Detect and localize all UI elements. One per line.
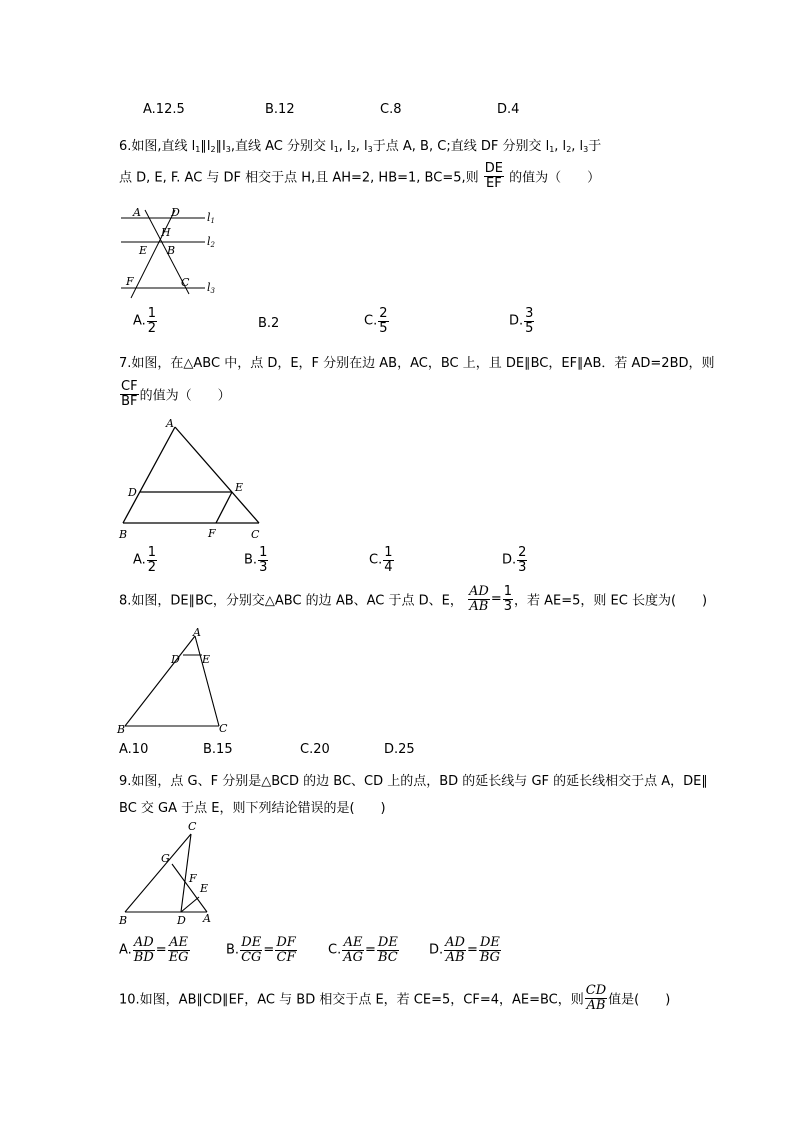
fig8-label-a: A <box>193 626 201 639</box>
q7-option-d: D. $\frac{2}{3}$ <box>502 545 527 575</box>
q9-stem-line1: 9.如图，点 G、F 分别是△BCD 的边 BC、CD 上的点，BD 的延长线与 GF 的延长线相交于点 A，DE∥ <box>119 774 708 789</box>
q8-option-d: D.25 <box>384 742 415 757</box>
fig9-label-b: B <box>119 914 128 927</box>
fig6-label-h: H <box>161 226 171 239</box>
q5-option-d: D.4 <box>497 102 520 117</box>
q7-stem-line1: 7.如图，在△ABC 中，点 D，E，F 分别在边 AB，AC，BC 上，且 DE∥BC，EF∥AB．若 AD=2BD，则 <box>119 356 715 371</box>
q6-option-d: D. $\frac{3}{5}$ <box>509 306 534 336</box>
q8-stem: 8.如图，DE∥BC，分别交△ABC 的边 AB、AC 于点 D、E， $\frac{AD}{AB}$ = $\frac{1}{3}$ ，若 AE=5，则 EC 长度为( ) <box>119 584 708 614</box>
q6-option-b: B.2 <box>258 316 280 331</box>
fig9-label-a: A <box>203 912 211 925</box>
fig7-label-b: B <box>119 528 128 541</box>
q6-option-a: A. $\frac{1}{2}$ <box>133 306 157 336</box>
q9-option-a: A. $\frac{AD}{BD}$ = $\frac{AE}{EG}$ <box>119 935 189 965</box>
fig9-label-g: G <box>161 852 170 865</box>
q5-option-b: B.12 <box>265 102 295 117</box>
q7-option-b: B. $\frac{1}{3}$ <box>244 545 268 575</box>
fig8-label-b: B <box>117 723 126 736</box>
q9-option-d: D. $\frac{AD}{AB}$ = $\frac{DE}{BG}$ <box>429 935 501 965</box>
fig7-label-c: C <box>251 528 260 541</box>
q8-option-c: C.20 <box>300 742 330 757</box>
fig7-label-f: F <box>208 527 216 540</box>
q9-stem-line2: BC 交 GA 于点 E，则下列结论错误的是( ) <box>119 801 386 816</box>
fig7-label-d: D <box>128 486 137 499</box>
q8-fraction-rhs: $\frac{1}{3}$ <box>503 584 512 614</box>
fig6-label-l3: l3 <box>207 281 215 295</box>
q8-figure <box>115 626 235 736</box>
q7-option-c: C. $\frac{1}{4}$ <box>369 545 393 575</box>
fig6-label-f: F <box>126 275 134 288</box>
q5-option-c: C.8 <box>380 102 402 117</box>
q6-stem-line1: 6.如图,直线 $l_1\parallel l_2\parallel l_3$,直线 AC 分别交 $l_1$, $l_2$, $l_3$于点 A, B, C;直线 DF 分别交 $l_1$, $l_2$, $l_3$于 <box>119 139 602 154</box>
q7-option-a: A. $\frac{1}{2}$ <box>133 545 157 575</box>
fig6-label-c: C <box>181 276 190 289</box>
fig6-label-b: B <box>167 244 176 257</box>
fig9-label-c: C <box>188 820 197 833</box>
fig8-label-e: E <box>202 653 211 666</box>
q6-stem-line2: 点 D, E, F. AC 与 DF 相交于点 H,且 AH=2, HB=1, BC=5,则 $\frac{DE}{EF}$ 的值为（ ） <box>119 161 601 191</box>
q7-fraction: $\frac{CF}{BF}$ <box>121 379 138 409</box>
fig7-label-a: A <box>166 417 174 430</box>
q6-figure <box>115 202 225 300</box>
q8-option-a: A.10 <box>119 742 149 757</box>
q8-option-b: B.15 <box>203 742 233 757</box>
q9-option-c: C. $\frac{AE}{AG}$ = $\frac{DE}{BC}$ <box>328 935 398 965</box>
fig6-label-a: A <box>133 206 141 219</box>
fig9-label-d: D <box>177 914 186 927</box>
q8-fraction-lhs: $\frac{AD}{AB}$ <box>469 584 489 614</box>
fig9-label-f: F <box>189 872 197 885</box>
q5-option-a: A.12.5 <box>143 102 185 117</box>
fig6-label-e: E <box>139 244 148 257</box>
q6-option-c: C. $\frac{2}{5}$ <box>364 306 388 336</box>
fig6-label-l1: l1 <box>207 211 215 225</box>
fig9-label-e: E <box>200 882 209 895</box>
fig7-label-e: E <box>235 481 244 494</box>
q7-stem-line2: $\frac{CF}{BF}$ 的值为（ ） <box>121 379 231 409</box>
q10-stem: 10.如图，AB∥CD∥EF，AC 与 BD 相交于点 E，若 CE=5，CF=4，AE=BC，则 $\frac{CD}{AB}$ 值是( ) <box>119 983 671 1013</box>
fig8-label-c: C <box>219 722 228 735</box>
fig8-label-d: D <box>171 653 180 666</box>
fig6-label-d: D <box>171 206 180 219</box>
q10-fraction: $\frac{CD}{AB}$ <box>585 983 607 1013</box>
q9-figure <box>115 820 220 930</box>
q7-figure <box>115 415 275 543</box>
q6-fraction: $\frac{DE}{EF}$ <box>484 161 503 191</box>
fig6-label-l2: l2 <box>207 235 215 249</box>
q9-option-b: B. $\frac{DE}{CG}$ = $\frac{DF}{CF}$ <box>226 935 296 965</box>
